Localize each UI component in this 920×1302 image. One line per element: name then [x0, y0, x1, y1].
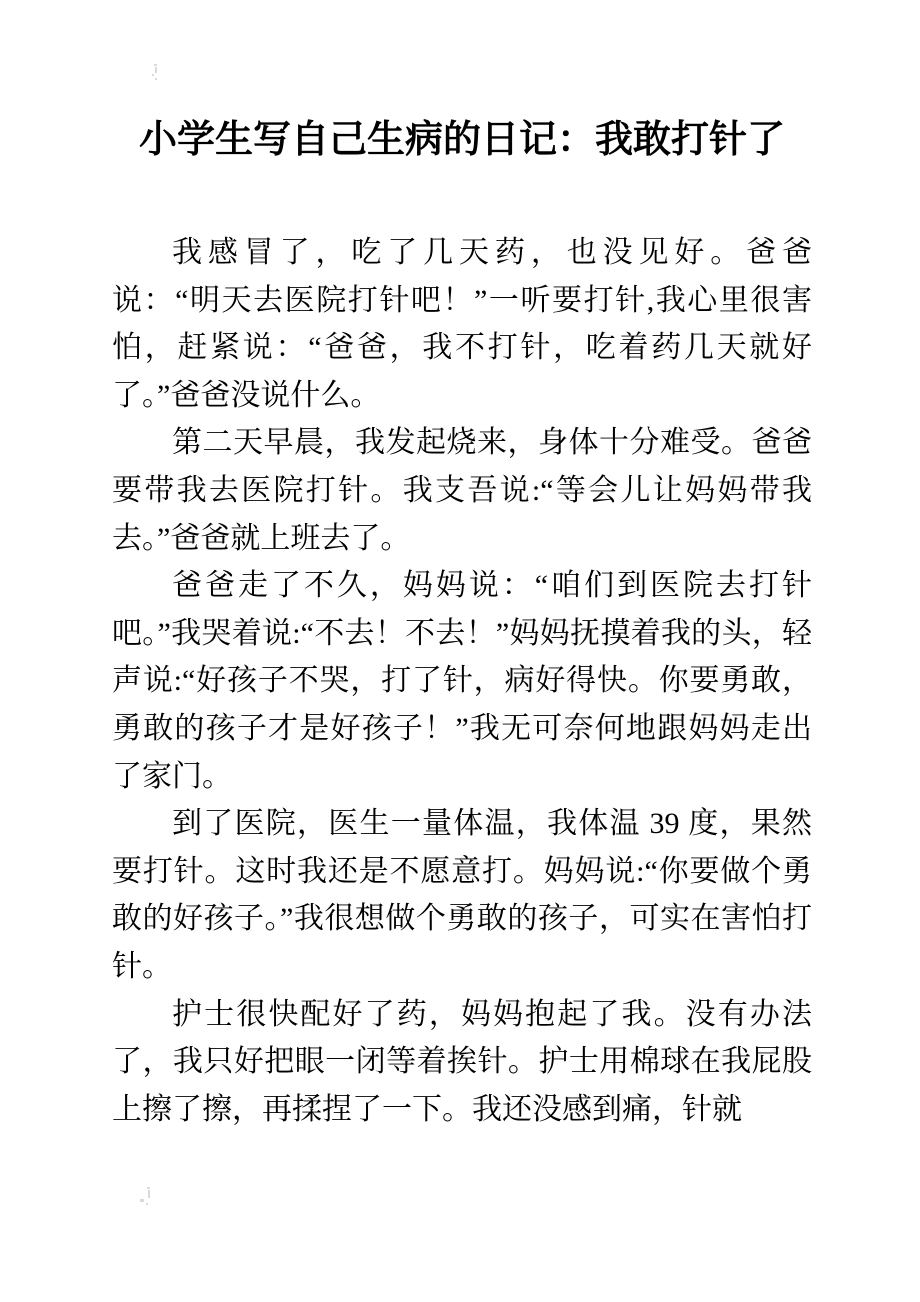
paragraph-1: 我感冒了，吃了几天药，也没见好。爸爸说：“明天去医院打针吧！”一听要打针,我心里很害怕，赶紧说：“爸爸，我不打针，吃着药几天就好了。”爸爸没说什么。	[112, 236, 812, 412]
document-content	[112, 112, 812, 1133]
document-body	[112, 229, 812, 1133]
scan-artifact-bottom	[138, 1185, 154, 1211]
paragraph-2: 第二天早晨，我发起烧来，身体十分难受。爸爸要带我去医院打针。我支吾说:“等会儿让妈妈带我去。”爸爸就上班去了。	[112, 426, 812, 555]
paragraph-3: 爸爸走了不久，妈妈说：“咱们到医院去打针吧。”我哭着说:“不去！不去！”妈妈抚摸着我的头，轻声说:“好孩子不哭，打了针，病好得快。你要勇敢，勇敢的孩子才是好孩子！”我无可奈何地跟妈妈走出了家门。	[112, 569, 812, 793]
scan-artifact-top	[150, 62, 160, 84]
document-title: 小学生写自己生病的日记：我敢打针了	[138, 119, 785, 161]
paragraph-5: 护士很快配好了药，妈妈抱起了我。没有办法了，我只好把眼一闭等着挨针。护士用棉球在我屁股上擦了擦，再揉捏了一下。我还没感到痛，针就	[112, 997, 812, 1126]
paragraph-4: 到了医院，医生一量体温，我体温 39 度，果然要打针。这时我还是不愿意打。妈妈说:“你要做个勇敢的好孩子。”我很想做个勇敢的孩子，可实在害怕打针。	[112, 807, 812, 983]
